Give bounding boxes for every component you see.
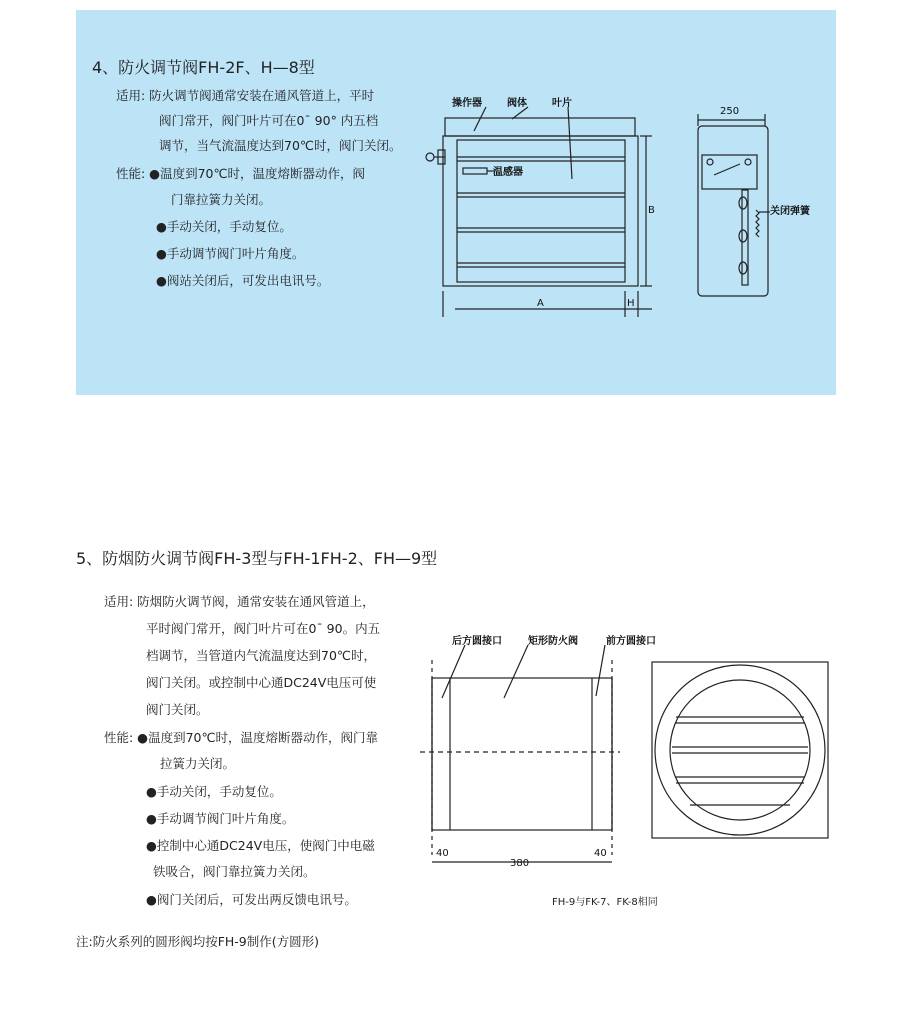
section4-line: ●手动调节阀门叶片角度。 [156, 246, 305, 261]
section5-line: 适用: 防烟防火调节阀，通常安装在通风管道上， [104, 594, 375, 609]
section5-line: 性能: ●温度到70℃时，温度熔断器动作，阀门靠 [104, 730, 379, 745]
dim-250-label: 250 [720, 106, 740, 117]
section4-line: 适用: 防火调节阀通常安装在通风管道上，平时 [116, 88, 375, 103]
footer-note: 注:防火系列的圆形阀均按FH-9制作(方圆形) [76, 934, 320, 949]
dim-a-label: A [537, 298, 544, 309]
section4-title: 4、防火调节阀FH-2F、H—8型 [92, 58, 315, 77]
rear-label: 后方圆接口 [452, 636, 502, 647]
top-frame [445, 118, 635, 136]
operator-label: 操作器 [452, 98, 482, 109]
rect-valve-label: 矩形防火阀 [528, 636, 578, 647]
sensor-label: 温感器 [493, 167, 523, 178]
section5-line: 阀门关闭。 [146, 702, 209, 717]
section4-line: 阀门常开，阀门叶片可在0¯ 90° 内五档 [159, 113, 379, 128]
section5-line: 档调节，当管道内气流温度达到70℃时， [146, 648, 376, 663]
section4-side-diagram [690, 100, 830, 310]
dim-b-label: B [648, 205, 655, 216]
dim-40-right: 40 [594, 848, 607, 859]
section4-line: 调节，当气流温度达到70℃时，阀门关闭。 [159, 138, 402, 153]
section5-line: 拉簧力关闭。 [160, 756, 236, 771]
section5-front-diagram [650, 660, 830, 840]
section5-line: ●手动关闭，手动复位。 [146, 784, 282, 799]
front-label: 前方圆接口 [606, 636, 656, 647]
dim-h-label: H [627, 298, 635, 309]
section4-front-diagram [400, 95, 670, 325]
section4-line: ●手动关闭，手动复位。 [156, 219, 292, 234]
blade-label: 叶片 [552, 98, 572, 109]
section5-line: 铁吸合，阀门靠拉簧力关闭。 [153, 864, 316, 879]
section4-line: 性能: ●温度到70℃时，温度熔断器动作，阀 [116, 166, 366, 181]
section5-line: ●控制中心通DC24V电压，使阀门中电磁 [146, 838, 375, 853]
section5-line: 平时阀门常开，阀门叶片可在0¯ 90。内五 [146, 621, 381, 636]
section5-line: ●阀门关闭后，可发出两反馈电讯号。 [146, 892, 357, 907]
section4-line: ●阀站关闭后，可发出电讯号。 [156, 273, 330, 288]
section4-line: 门靠拉簧力关闭。 [171, 192, 272, 207]
body-label: 阀体 [507, 98, 527, 109]
spring-label: 关闭弹簧 [770, 206, 810, 217]
section5-line: 阀门关闭。或控制中心通DC24V电压可使 [146, 675, 377, 690]
dim-380: 380 [510, 858, 530, 869]
section5-title: 5、防烟防火调节阀FH-3型与FH-1FH-2、FH—9型 [76, 549, 438, 568]
section5-line: ●手动调节阀门叶片角度。 [146, 811, 295, 826]
section5-side-diagram [420, 630, 656, 880]
dim-40-left: 40 [436, 848, 449, 859]
diagram-caption: FH-9与FK-7、FK-8相同 [552, 897, 658, 908]
